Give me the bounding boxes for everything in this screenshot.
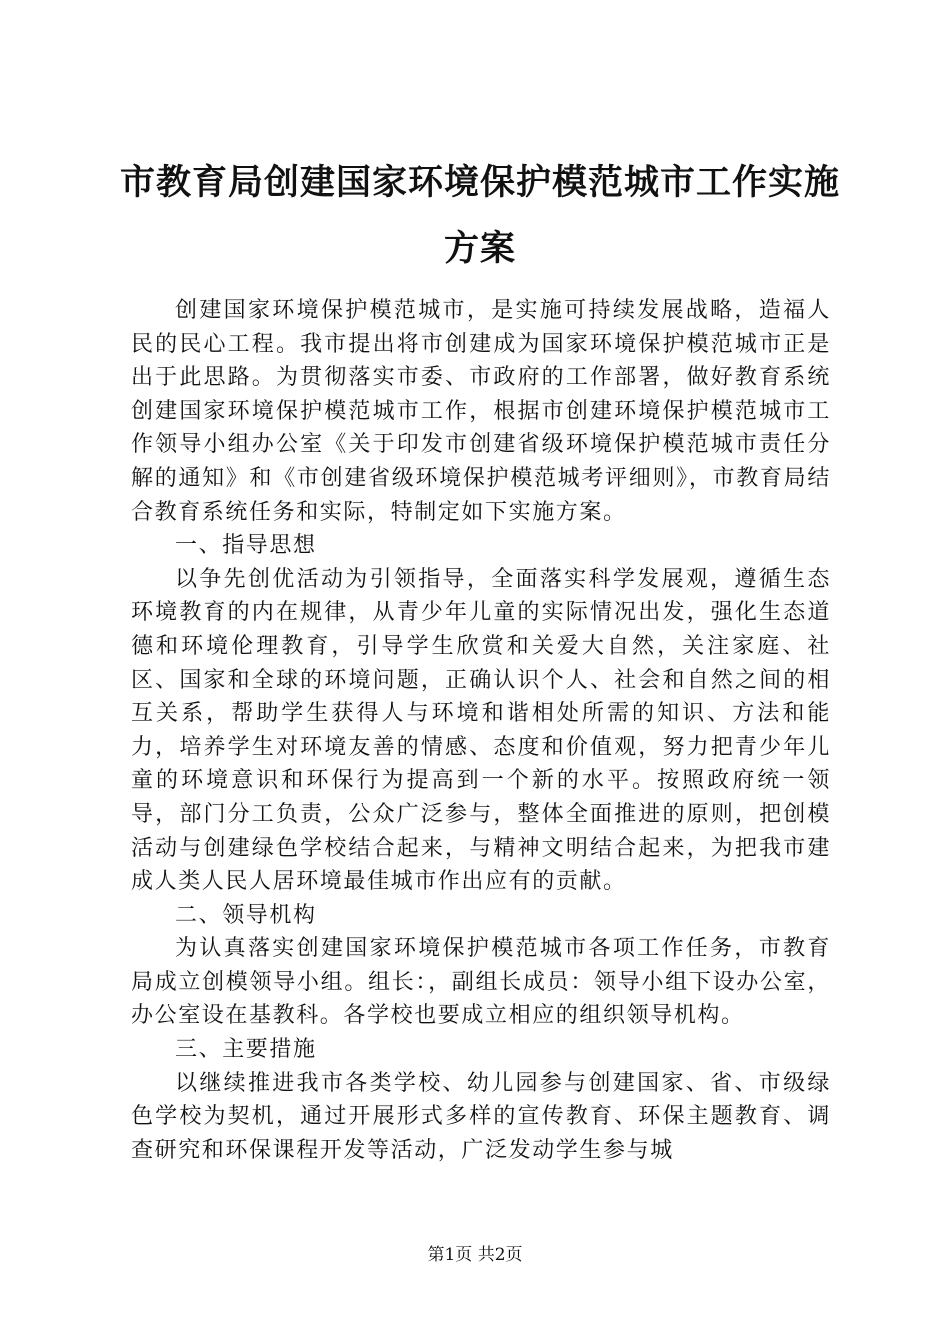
- section-paragraph-main-measures: 以继续推进我市各类学校、幼儿园参与创建国家、省、市级绿色学校为契机，通过开展形式多样的宣传教育、环保主题教育、调查研究和环保课程开发等活动，广泛发动学生参与城: [131, 1070, 831, 1163]
- page-number-footer: 第1页 共2页: [427, 1245, 523, 1265]
- section-heading-guiding-ideology: 一、指导思想: [175, 533, 317, 559]
- section-paragraph-guiding-ideology: 以争先创优活动为引领指导，全面落实科学发展观，遵循生态环境教育的内在规律，从青少年儿童的实际情况出发，强化生态道德和环境伦理教育，引导学生欣赏和关爱大自然，关注家庭、社区、国家和全球的环境问题，正确认识个人、社会和自然之间的相互关系，帮助学生获得人与环境和谐相处所需的知识、方法和能力，培养学生对环境友善的情感、态度和价值观，努力把青少年儿童的环境意识和环保行为提高到一个新的水平。按照政府统一领导，部门分工负责，公众广泛参与，整体全面推进的原则，把创模活动与创建绿色学校结合起来，与精神文明结合起来，为把我市建成人类人民人居环境最佳城市作出应有的贡献。: [131, 566, 831, 895]
- section-heading-leadership: 二、领导机构: [175, 902, 317, 928]
- intro-paragraph: 创建国家环境保护模范城市，是实施可持续发展战略，造福人民的民心工程。我市提出将市创建成为国家环境保护模范城市正是出于此思路。为贯彻落实市委、市政府的工作部署，做好教育系统创建国家环境保护模范城市工作，根据市创建环境保护模范城市工作领导小组办公室《关于印发市创建省级环境保护模范城市责任分解的通知》和《市创建省级环境保护模范城考评细则》，市教育局结合教育系统任务和实际，特制定如下实施方案。: [131, 298, 831, 525]
- document-title-line-2: 方案: [443, 228, 516, 269]
- document-title-line-1: 市教育局创建国家环境保护模范城市工作实施: [120, 162, 841, 203]
- document-body: [131, 294, 831, 1167]
- section-heading-main-measures: 三、主要措施: [175, 1037, 317, 1063]
- section-paragraph-leadership: 为认真落实创建国家环境保护模范城市各项工作任务，市教育局成立创模领导小组。组长：，副组长成员：领导小组下设办公室，办公室设在基教科。各学校也要成立相应的组织领导机构。: [131, 936, 831, 1029]
